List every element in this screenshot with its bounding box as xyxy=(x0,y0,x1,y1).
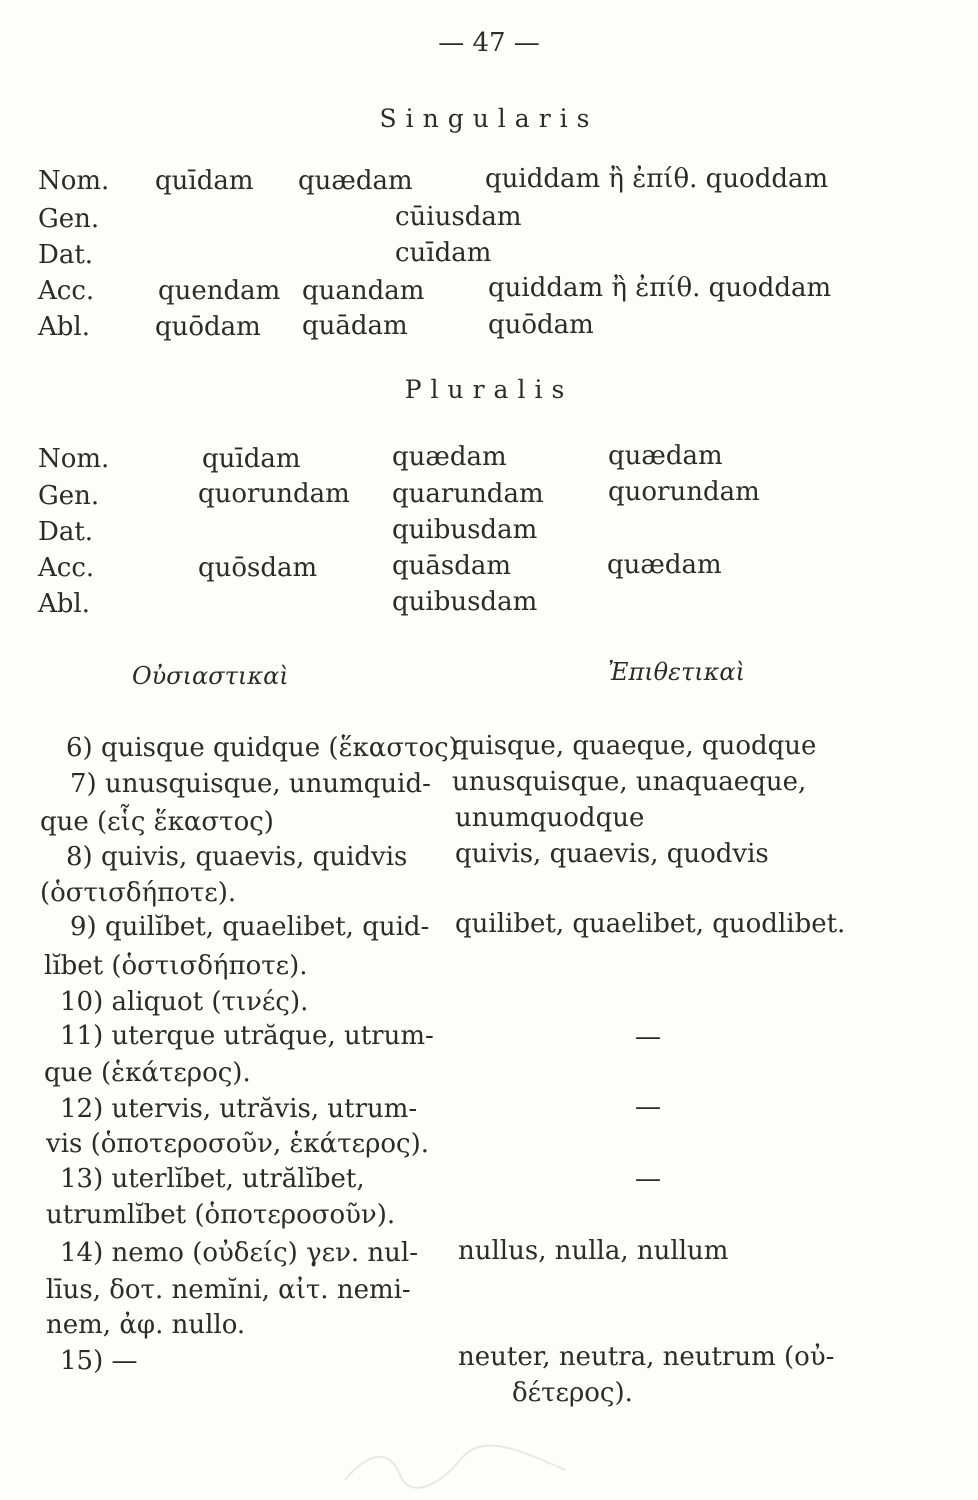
case-label: Dat. xyxy=(38,517,94,547)
entry-line: 13) uterlĭbet, utrălĭbet, xyxy=(60,1164,365,1194)
dash-placeholder: — xyxy=(635,1164,661,1194)
entry-line: vis (ὁποτεροσοῦν, ἑκάτερος). xyxy=(46,1129,430,1159)
masc-form: quōdam xyxy=(155,312,261,342)
case-label: Abl. xyxy=(38,589,90,619)
page-number: — 47 — xyxy=(438,28,540,58)
neut-form: quōdam xyxy=(488,310,594,340)
entry-line: quivis, quaevis, quodvis xyxy=(455,839,769,869)
common-form: cūiusdam xyxy=(395,202,522,232)
masc-form: quorundam xyxy=(198,479,350,509)
case-label: Abl. xyxy=(38,312,90,342)
entry-line: neuter, neutra, neutrum (οὐ- xyxy=(458,1342,835,1372)
neut-form: quædam xyxy=(607,550,722,580)
common-form: quibusdam xyxy=(392,515,538,545)
entry-line: līus, δοτ. nemĭni, αἰτ. nemi- xyxy=(46,1275,411,1305)
dash-placeholder: — xyxy=(635,1022,661,1052)
entry-line: nem, ἀφ. nullo. xyxy=(46,1310,246,1340)
neut-form: quorundam xyxy=(608,477,760,507)
entry-line: 11) uterque utrăque, utrum- xyxy=(60,1021,434,1051)
case-label: Gen. xyxy=(38,481,100,511)
entry-line: 8) quivis, quaevis, quidvis xyxy=(66,842,408,872)
case-label: Nom. xyxy=(38,444,110,474)
common-form: quibusdam xyxy=(392,587,538,617)
case-label: Dat. xyxy=(38,240,94,270)
case-label: Gen. xyxy=(38,204,100,234)
case-label: Acc. xyxy=(38,276,95,306)
entry-line: quilibet, quaelibet, quodlibet. xyxy=(455,909,846,939)
masc-form: quīdam xyxy=(202,444,301,474)
entry-line: nullus, nulla, nullum xyxy=(458,1236,729,1266)
substantive-heading: Οὐσιαστικαὶ xyxy=(132,662,289,690)
entry-line: 10) aliquot (τινές). xyxy=(60,987,309,1017)
masc-form: quōsdam xyxy=(198,553,318,583)
entry-line: δέτερος). xyxy=(512,1378,633,1408)
masc-form: quendam xyxy=(158,276,281,306)
entry-line: lĭbet (ὁστισδήποτε). xyxy=(44,951,308,981)
pluralis-title: Pluralis xyxy=(404,375,574,404)
fem-form: quædam xyxy=(392,442,507,472)
fem-form: quādam xyxy=(302,311,408,341)
entry-line: 12) utervis, utrăvis, utrum- xyxy=(60,1094,418,1124)
entry-line: 7) unusquisque, unumquid- xyxy=(70,769,431,799)
fem-form: quarundam xyxy=(392,479,544,509)
entry-line: que (ἑκάτερος). xyxy=(44,1058,251,1088)
entry-line: 14) nemo (οὐδείς) γεν. nul- xyxy=(60,1238,419,1268)
fem-form: quædam xyxy=(298,166,413,196)
common-form: cuīdam xyxy=(395,238,492,268)
fem-form: quāsdam xyxy=(392,551,512,581)
fem-form: quandam xyxy=(302,276,425,306)
entry-line: 6) quisque quidque (ἕκαστος) xyxy=(66,733,459,763)
dash-placeholder: — xyxy=(635,1092,661,1122)
entry-line: utrumlĭbet (ὁποτεροσοῦν). xyxy=(46,1200,396,1230)
handwritten-mark xyxy=(340,1440,570,1490)
singularis-title: Singularis xyxy=(379,104,599,133)
case-label: Acc. xyxy=(38,553,95,583)
entry-line: unumquodque xyxy=(455,803,645,833)
entry-line: unusquisque, unaquaeque, xyxy=(452,767,807,797)
entry-line: que (εἷς ἕκαστος) xyxy=(40,807,274,837)
case-label: Nom. xyxy=(38,166,110,196)
masc-form: quīdam xyxy=(155,166,254,196)
adjective-heading: Ἐπιθετικαὶ xyxy=(608,658,746,686)
entry-line: quisque, quaeque, quodque xyxy=(452,731,817,761)
neut-form: quiddam ἢ ἐπίθ. quoddam xyxy=(488,273,832,303)
neut-form: quiddam ἢ ἐπίθ. quoddam xyxy=(485,164,829,194)
entry-line: 9) quilĭbet, quaelibet, quid- xyxy=(70,912,430,942)
entry-line: (ὁστισδήποτε). xyxy=(40,878,237,908)
neut-form: quædam xyxy=(608,441,723,471)
entry-line: 15) — xyxy=(60,1346,138,1376)
